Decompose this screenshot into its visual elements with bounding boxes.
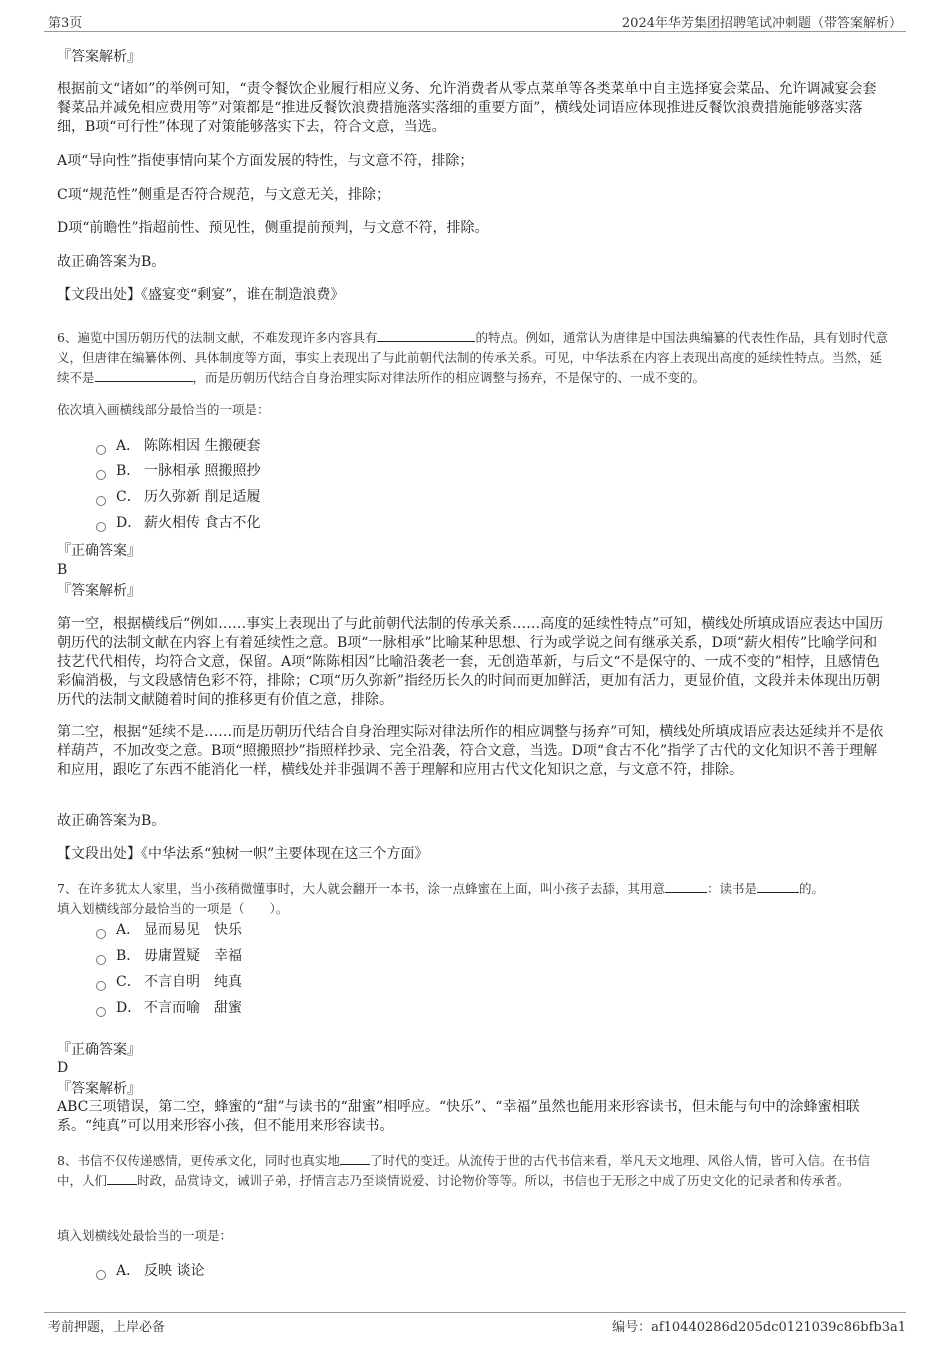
radio-icon[interactable]: [96, 496, 106, 506]
q5-analysis-p2: A项“导向性”指使事情向某个方面发展的特性，与文意不符，排除；: [57, 153, 474, 169]
q8-blank-1: [340, 1151, 370, 1165]
q7-option-a[interactable]: [96, 921, 242, 940]
q7-blank-2: [757, 879, 799, 893]
q7-stem-part-a: 7、在许多犹太人家里，当小孩稍微懂事时，大人就会翻开一本书，涂一点蜂蜜在上面，叫小孩子去舔，其用意: [57, 881, 665, 896]
option-text: 历久弥新 削足适履: [144, 489, 261, 505]
q5-conclusion: 故正确答案为B。: [57, 254, 166, 270]
q6-option-b[interactable]: [96, 462, 260, 481]
q7-blank-1: [665, 879, 707, 893]
q6-blank-1: [377, 328, 475, 342]
radio-icon[interactable]: [96, 981, 106, 991]
option-letter: B．: [116, 463, 141, 479]
option-letter: C．: [116, 974, 141, 990]
q6-analysis-p1: 第一空，根据横线后“例如……事实上表现出了与此前朝代法制的传承关系……高度的延续性特点”可知，横线处所填成语应表达中国历朝历代的法制文献在内容上有着延续性之意。B项“一脉相承”比喻某种思想、行为或学说之间有继承关系，D项“薪火相传”比喻学问和技艺代代相传，均符合文意，保留。A项“陈陈相因”比喻沿袭老一套，无创造革新，与后文“不是保守的、一成不变的”相悖，且感情色彩偏消极，与文段感情色彩不符，排除；C项“历久弥新”指经历长久的时间而更加鲜活，更加有活力，更显价值，文段并未体现出历朝历代的法制文献随着时间的推移更有价值之意，排除。: [57, 616, 884, 708]
q8-stem-part-a: 8、书信不仅传递感情，更传承文化，同时也真实地: [57, 1153, 340, 1168]
q8-prompt: 填入划横线处最恰当的一项是：: [57, 1228, 233, 1243]
q5-analysis-p1: 根据前文“诸如”的举例可知，“责令餐饮企业履行相应义务、允许消费者从零点菜单等各类菜单中自主选择宴会菜品、允许调减宴会套餐菜品并减免相应费用等”对策都是“推进反餐饮浪费措施落实落细的重要方面”，横线处词语应体现推进反餐饮浪费措施能够落实落细，B项“可行性”体现了对策能够落实下去，符合文意，当选。: [57, 81, 877, 135]
q5-analysis-label: 『答案解析』: [57, 49, 141, 65]
footer-slogan: 考前押题，上岸必备: [48, 1320, 166, 1335]
radio-icon[interactable]: [96, 1270, 106, 1280]
q6-blank-2: [95, 368, 193, 382]
q6-stem-part-b: 的特点。例如，通常认为唐律是中国法典编纂的代表性作品，具有划时代意义，但唐律在编纂体例、具体制度等方面，事实上表现出了与此前朝代法制的传承关系。可见，中华法系在内容上表现出高度的延续性特点。当然，延续不是: [57, 330, 888, 385]
option-text: 不言而喻 甜蜜: [144, 1000, 242, 1016]
q7-option-b[interactable]: [96, 947, 242, 966]
radio-icon[interactable]: [96, 1007, 106, 1017]
q7-option-d[interactable]: [96, 999, 242, 1018]
q6-stem: [57, 328, 892, 388]
q5-analysis-p3: C项“规范性”侧重是否符合规范，与文意无关，排除；: [57, 187, 391, 203]
q7-analysis-label: 『答案解析』: [57, 1081, 141, 1097]
q6-option-d[interactable]: [96, 514, 260, 533]
option-letter: A．: [116, 1263, 141, 1279]
q8-blank-2: [107, 1171, 137, 1185]
q6-conclusion: 故正确答案为B。: [57, 813, 166, 829]
q6-stem-part-a: 6、遍览中国历朝历代的法制文献，不难发现许多内容具有: [57, 330, 378, 345]
q6-stem-part-c: ，而是历朝历代结合自身治理实际对律法所作的相应调整与扬弃，不是保守的、一成不变的。: [192, 370, 706, 385]
header-divider: [44, 31, 906, 32]
q8-stem: [57, 1151, 892, 1191]
q7-stem-part-c: 的。: [798, 881, 824, 896]
page-number: 第3页: [48, 16, 83, 31]
option-letter: D．: [116, 1000, 142, 1016]
option-letter: B．: [116, 948, 141, 964]
q8-stem-part-b: 了时代的变迁。从流传于世的古代书信来看，举凡天文地理、风俗人情，皆可入信。在书信中，人们: [57, 1153, 870, 1188]
radio-icon[interactable]: [96, 955, 106, 965]
option-letter: A．: [116, 922, 141, 938]
q6-option-a[interactable]: [96, 437, 260, 456]
option-text: 陈陈相因 生搬硬套: [144, 438, 261, 454]
q5-source: 【文段出处】《盛宴变“剩宴”，谁在制造浪费》: [57, 287, 345, 303]
q7-correct-answer: D: [57, 1060, 69, 1076]
q6-source: 【文段出处】《中华法系“独树一帜”主要体现在这三个方面》: [57, 846, 429, 862]
option-text: 反映 谈论: [144, 1263, 205, 1279]
option-text: 不言自明 纯真: [144, 974, 242, 990]
q7-stem: [57, 879, 892, 899]
q7-stem-part-b: ：读书是: [706, 881, 757, 896]
q6-prompt: 依次填入画横线部分最恰当的一项是：: [57, 402, 270, 417]
q7-prompt: 填入划横线部分最恰当的一项是（ ）。: [57, 901, 289, 916]
q5-analysis-p4: D项“前瞻性”指超前性、预见性，侧重提前预判，与文意不符，排除。: [57, 220, 489, 236]
q6-option-c[interactable]: [96, 488, 260, 507]
document-id: 编号：af10440286d205dc0121039c86bfb3a1: [612, 1320, 906, 1335]
radio-icon[interactable]: [96, 470, 106, 480]
q6-analysis-p2: 第二空，根据“延续不是……而是历朝历代结合自身治理实际对律法所作的相应调整与扬弃”可知，横线处所填成语应表达延续并不是依样葫芦，不加改变之意。B项“照搬照抄”指照样抄录、完全沿袭，符合文意，当选。D项“食古不化”指学了古代的文化知识不善于理解和应用，跟吃了东西不能消化一样，横线处并非强调不善于理解和应用古代文化知识之意，与文意不符，排除。: [57, 724, 884, 778]
q6-correct-label: 『正确答案』: [57, 543, 141, 559]
q7-analysis-p1: ABC三项错误，第二空，蜂蜜的“甜”与读书的“甜蜜”相呼应。“快乐”、“幸福”虽然也能用来形容读书，但未能与句中的涂蜂蜜相联系。“纯真”可以用来形容小孩，但不能用来形容读书。: [57, 1099, 860, 1134]
q8-stem-part-c: 时政，品赏诗文，诫训子弟，抒情言志乃至谈情说爱、讨论物价等等。所以，书信也于无形之中成了历史文化的记录者和传承者。: [137, 1173, 850, 1188]
document-title: 2024年华芳集团招聘笔试冲刺题（带答案解析）: [621, 16, 902, 31]
q8-option-a[interactable]: [96, 1262, 204, 1281]
q7-option-c[interactable]: [96, 973, 242, 992]
option-letter: D．: [116, 515, 142, 531]
option-letter: C．: [116, 489, 141, 505]
option-letter: A．: [116, 438, 141, 454]
option-text: 薪火相传 食古不化: [144, 515, 261, 531]
radio-icon[interactable]: [96, 929, 106, 939]
option-text: 显而易见 快乐: [144, 922, 242, 938]
q6-analysis-label: 『答案解析』: [57, 583, 141, 599]
radio-icon[interactable]: [96, 522, 106, 532]
q6-correct-answer: B: [57, 562, 68, 578]
option-text: 一脉相承 照搬照抄: [144, 463, 261, 479]
footer-divider: [44, 1312, 906, 1313]
radio-icon[interactable]: [96, 445, 106, 455]
option-text: 毋庸置疑 幸福: [144, 948, 242, 964]
q7-correct-label: 『正确答案』: [57, 1042, 141, 1058]
